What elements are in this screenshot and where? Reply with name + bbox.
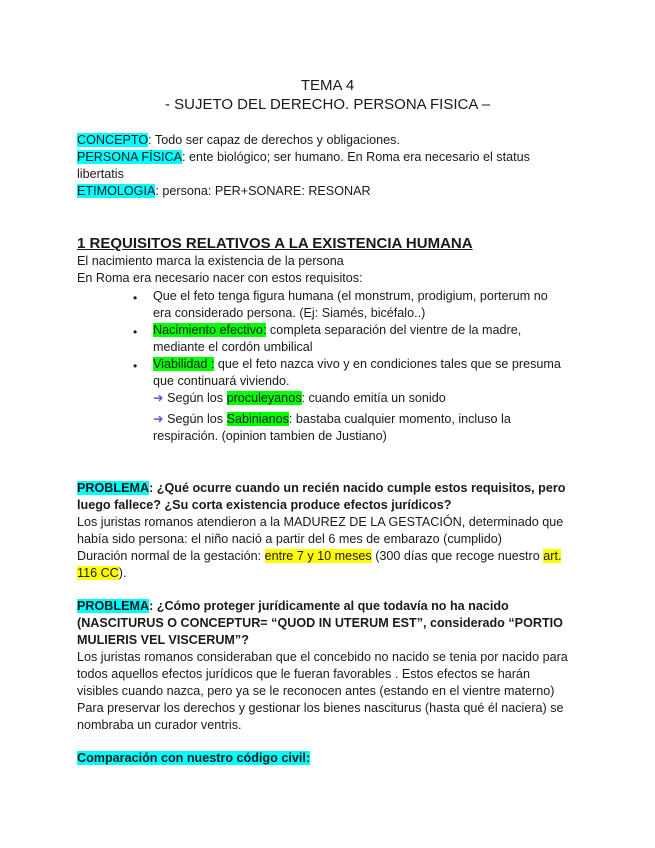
bullet2-line1 bbox=[153, 322, 521, 339]
section1-intro-1: El nacimiento marca la existencia de la persona bbox=[77, 254, 344, 268]
problem-label: PROBLEMA bbox=[77, 599, 150, 613]
bullet1-line2: era considerado persona. (Ej: Siamés, bicéfalo..) bbox=[153, 306, 426, 320]
sub-text: : bastaba cualquier momento, incluso la bbox=[288, 412, 511, 426]
paragraph-text: ). bbox=[118, 566, 127, 580]
paragraph-text: (300 días que recoge nuestro bbox=[371, 549, 544, 563]
term-nacimiento-efectivo: Nacimiento efectivo: bbox=[153, 323, 267, 337]
problem-label: PROBLEMA bbox=[77, 481, 150, 495]
sub-text: Según los bbox=[167, 391, 227, 405]
problem2-question-3: MULIERIS VEL VISCERUM”? bbox=[77, 633, 249, 647]
highlight-cc: 116 CC bbox=[77, 566, 119, 580]
bullet-marker: • bbox=[133, 291, 138, 305]
problem2-question-1 bbox=[77, 598, 509, 615]
definition-text: : persona: PER+SONARE: RESONAR bbox=[155, 184, 371, 198]
paragraph-text: Duración normal de la gestación: bbox=[77, 549, 265, 563]
sub-item-sabinianos-cont: respiración. (opinion tambien de Justiano) bbox=[153, 429, 387, 443]
bullet-marker: • bbox=[133, 325, 138, 339]
problem1-paragraph-2: había sido persona: el niño nació a partir del 6 mes de embarazo (cumplido) bbox=[77, 532, 502, 546]
definition-etimologia bbox=[77, 183, 371, 200]
problem2-question-2: (NASCITURUS O CONCEPTUR= “QUOD IN UTERUM EST”, considerado “PORTIO bbox=[77, 616, 563, 630]
bullet-marker: • bbox=[133, 359, 138, 373]
problem1-paragraph-4 bbox=[77, 565, 126, 582]
arrow-icon: ➜ bbox=[153, 391, 164, 405]
problem1-question-1 bbox=[77, 480, 565, 497]
problem-text: : ¿Qué ocurre cuando un recién nacido cumple estos requisitos, pero bbox=[149, 481, 566, 495]
definition-text: : Todo ser capaz de derechos y obligaciones. bbox=[148, 133, 400, 147]
problem1-paragraph-1: Los juristas romanos atendieron a la MADUREZ DE LA GESTACIÓN, determinado que bbox=[77, 515, 564, 529]
definition-concepto bbox=[77, 132, 400, 149]
term-sabinianos: Sabinianos bbox=[226, 412, 289, 426]
term-viabilidad: Viabilidad : bbox=[153, 357, 215, 371]
problem-text: : ¿Cómo proteger jurídicamente al que todavía no ha nacido bbox=[149, 599, 509, 613]
term-etimologia: ETIMOLOGIA bbox=[77, 184, 156, 198]
sub-text: : cuando emitía un sonido bbox=[301, 391, 446, 405]
problem2-paragraph-3: visibles cuando nazca, pero ya se le reconocen antes (estando en el vientre materno) bbox=[77, 684, 555, 698]
bullet3-line2: que continuará viviendo. bbox=[153, 374, 290, 388]
definition-persona-fisica bbox=[77, 149, 530, 166]
problem2-paragraph-5: nombraba un curador ventris. bbox=[77, 718, 242, 732]
section-heading-requisitos: 1 REQUISITOS RELATIVOS A LA EXISTENCIA HUMANA bbox=[77, 235, 473, 252]
term-proculeyanos: proculeyanos bbox=[226, 391, 302, 405]
sub-item-proculeyanos bbox=[153, 390, 446, 407]
arrow-icon: ➜ bbox=[153, 412, 164, 426]
definition-persona-fisica-cont: libertatis bbox=[77, 167, 124, 181]
problem2-paragraph-2: todos aquellos efectos jurídicos que le fueran favorables . Estos efectos se harán bbox=[77, 667, 530, 681]
bullet3-line1 bbox=[153, 356, 561, 373]
highlight-art: art. bbox=[543, 549, 562, 563]
problem1-paragraph-3 bbox=[77, 548, 561, 565]
bullet3-text: que el feto nazca vivo y en condiciones tales que se presuma bbox=[214, 357, 561, 371]
comparison-label: Comparación con nuestro código civil: bbox=[77, 751, 311, 765]
bullet2-text: completa separación del vientre de la madre, bbox=[266, 323, 522, 337]
page-subtitle: - SUJETO DEL DERECHO. PERSONA FISICA – bbox=[164, 96, 491, 113]
term-concepto: CONCEPTO bbox=[77, 133, 149, 147]
problem2-paragraph-4: Para preservar los derechos y gestionar los bienes nasciturus (hasta qué él naciera) se bbox=[77, 701, 564, 715]
bullet2-line2: mediante el cordón umbilical bbox=[153, 340, 313, 354]
bullet1-line1: Que el feto tenga figura humana (el monstrum, prodigium, porterum no bbox=[153, 289, 548, 303]
section1-intro-2: En Roma era necesario nacer con estos requisitos: bbox=[77, 271, 363, 285]
page-title: TEMA 4 bbox=[300, 77, 355, 94]
highlight-duracion: entre 7 y 10 meses bbox=[264, 549, 372, 563]
problem2-paragraph-1: Los juristas romanos consideraban que el concebido no nacido se tenia por nacido para bbox=[77, 650, 568, 664]
sub-item-sabinianos bbox=[153, 411, 511, 428]
sub-text: Según los bbox=[167, 412, 227, 426]
term-persona-fisica: PERSONA FÍSICA bbox=[77, 150, 182, 164]
comparison-heading bbox=[77, 750, 310, 767]
problem1-question-2: luego fallece? ¿Su corta existencia produce efectos jurídicos? bbox=[77, 498, 452, 512]
definition-text: : ente biológico; ser humano. En Roma era necesario el status bbox=[181, 150, 530, 164]
